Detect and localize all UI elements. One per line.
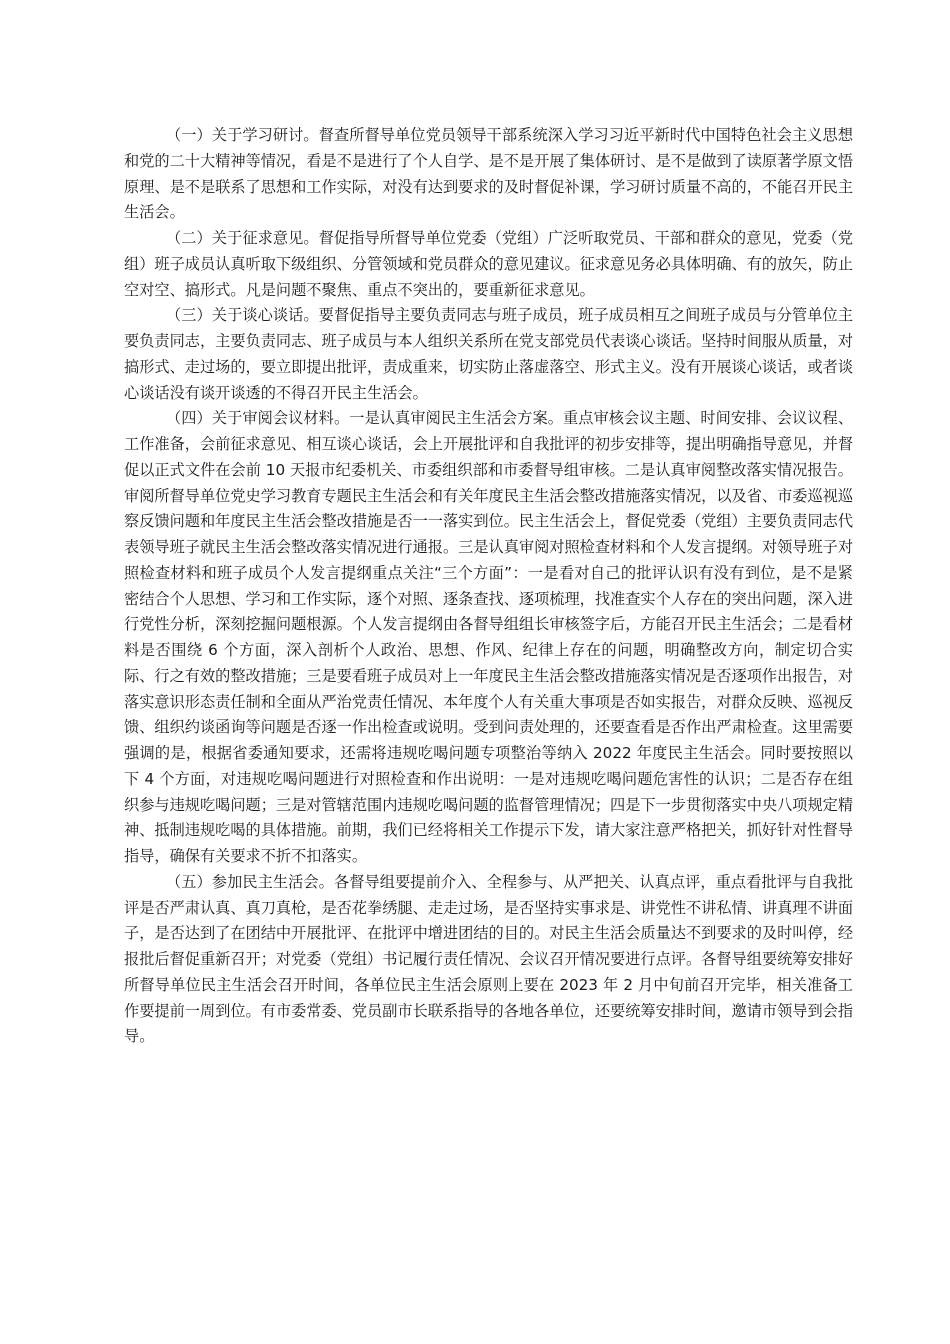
paragraph-study-discussion: （一）关于学习研讨。督查所督导单位党员领导干部系统深入学习习近平新时代中国特色社会主义思想和党的二十大精神等情况，看是不是进行了个人自学、是不是开展了集体研讨、是不是做到了读原著学原文悟原理、是不是联系了思想和工作实际，对没有达到要求的及时督促补课，学习研讨质量不高的，不能召开民主生活会。 bbox=[124, 126, 853, 222]
paragraph-attend-meeting: （五）参加民主生活会。各督导组要提前介入、全程参与、从严把关、认真点评，重点看批评与自我批评是否严肃认真、真刀真枪，是否花拳绣腿、走走过场，是否坚持实事求是、讲党性不讲私情、讲真理不讲面子，是否达到了在团结中开展批评、在批评中增进团结的目的。对民主生活会质量达不到要求的及时叫停，经报批后督促重新召开；对党委（党组）书记履行责任情况、会议召开情况要进行点评。各督导组要统筹安排好所督导单位民主生活会召开时间，各单位民主生活会原则上要在 2023 年 2 月中旬前召开完毕，相关准备工作要提前一周到位。有市委常委、党员副市长联系指导的各地各单位，还要统筹安排时间，邀请市领导到会指导。 bbox=[124, 872, 853, 1046]
paragraph-heart-to-heart-talks: （三）关于谈心谈话。要督促指导主要负责同志与班子成员，班子成员相互之间班子成员与分管单位主要负责同志，主要负责同志、班子成员与本人组织关系所在党支部党员代表谈心谈话。坚持时间服从质量，对搞形式、走过场的，要立即提出批评，责成重来，切实防止落虚落空、形式主义。没有开展谈心谈话，或者谈心谈话没有谈开谈透的不得召开民主生活会。 bbox=[124, 306, 853, 402]
paragraph-soliciting-opinions: （二）关于征求意见。督促指导所督导单位党委（党组）广泛听取党员、干部和群众的意见，党委（党组）班子成员认真听取下级组织、分管领域和党员群众的意见建议。征求意见务必具体明确、有的放矢，防止空对空、搞形式。凡是问题不聚焦、重点不突出的，要重新征求意见。 bbox=[124, 229, 853, 299]
document-page bbox=[124, 123, 853, 1050]
paragraph-review-meeting-materials: （四）关于审阅会议材料。一是认真审阅民主生活会方案。重点审核会议主题、时间安排、会议议程、工作准备，会前征求意见、相互谈心谈话，会上开展批评和自我批评的初步安排等，提出明确指导意见，并督促以正式文件在会前 10 天报市纪委机关、市委组织部和市委督导组审核。二是认真审阅整改落实情况报告。审阅所督导单位党史学习教育专题民主生活会和有关年度民主生活会整改措施落实情况，以及省、市委巡视巡察反馈问题和年度民主生活会整改措施是否一一落实到位。民主生活会上，督促党委（党组）主要负责同志代表领导班子就民主生活会整改落实情况进行通报。三是认真审阅对照检查材料和个人发言提纲。对领导班子对照检查材料和班子成员个人发言提纲重点关注“三个方面”：一是看对自己的批评认识有没有到位，是不是紧密结合个人思想、学习和工作实际，逐个对照、逐条查找、逐项梳理，找准查实个人存在的突出问题，深入进行党性分析，深刻挖掘问题根源。个人发言提纲由各督导组组长审核签字后，方能召开民主生活会；二是看材料是否围绕 6 个方面，深入剖析个人政治、思想、作风、纪律上存在的问题，明确整改方向，制定切合实际、行之有效的整改措施；三是要看班子成员对上一年度民主生活会整改措施落实情况是否逐项作出报告，对落实意识形态责任制和全面从严治党责任情况、本年度个人有关重大事项是否如实报告，对群众反映、巡视反馈、组织约谈函询等问题是否逐一作出检查或说明。受到问责处理的，还要查看是否作出严肃检查。这里需要强调的是，根据省委通知要求，还需将违规吃喝问题专项整治等纳入 2022 年度民主生活会。同时要按照以下 4 个方面，对违规吃喝问题进行对照检查和作出说明：一是对违规吃喝问题危害性的认识；二是否存在组织参与违规吃喝问题；三是对管辖范围内违规吃喝问题的监督管理情况；四是下一步贯彻落实中央八项规定精神、抵制违规吃喝的具体措施。前期，我们已经将相关工作提示下发，请大家注意严格把关，抓好针对性督导指导，确保有关要求不折不扣落实。 bbox=[124, 409, 853, 865]
